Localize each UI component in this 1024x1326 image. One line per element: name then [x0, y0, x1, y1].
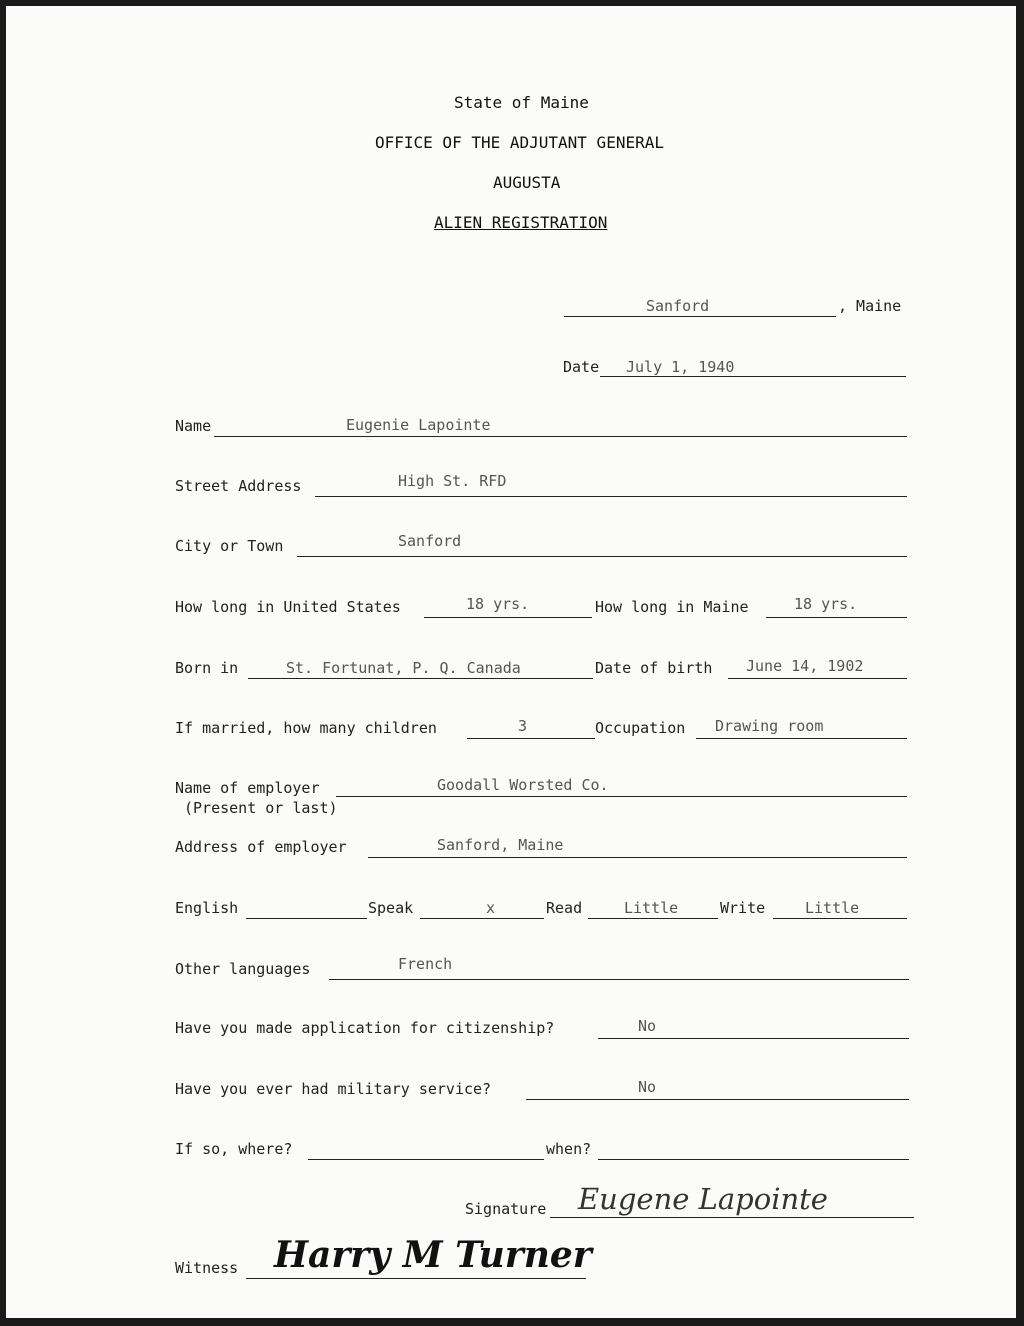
maine-years-label: How long in Maine: [595, 598, 749, 616]
employer-address-line: [368, 857, 907, 858]
employer-line: [336, 796, 907, 797]
location-value: Sanford: [646, 297, 710, 315]
read-label: Read: [546, 899, 583, 917]
registration-form: [6, 6, 1016, 1318]
citizenship-label: Have you made application for citizenship?: [175, 1019, 555, 1037]
date-label: Date: [563, 358, 600, 376]
where-line: [308, 1159, 544, 1160]
location-suffix: , Maine: [838, 297, 902, 315]
witness-line: [246, 1278, 586, 1279]
maine-years-line: [766, 617, 907, 618]
street-value: High St. RFD: [398, 472, 507, 490]
form-title: ALIEN REGISTRATION: [434, 213, 608, 232]
children-label: If married, how many children: [175, 719, 437, 737]
street-line: [315, 496, 907, 497]
other-languages-label: Other languages: [175, 960, 311, 978]
signature-handwriting: Eugene Lapointe: [578, 1182, 828, 1216]
city-value: Sanford: [398, 532, 462, 550]
city-label: City or Town: [175, 537, 284, 555]
military-value: No: [638, 1078, 657, 1096]
maine-years-value: 18 yrs.: [794, 595, 858, 613]
other-languages-value: French: [398, 955, 453, 973]
occupation-label: Occupation: [595, 719, 686, 737]
employer-address-value: Sanford, Maine: [437, 836, 564, 854]
employer-value: Goodall Worsted Co.: [437, 776, 609, 794]
city-line: [297, 556, 907, 557]
us-years-line: [424, 617, 592, 618]
employer-address-label: Address of employer: [175, 838, 347, 856]
name-label: Name: [175, 417, 212, 435]
speak-line: [420, 918, 544, 919]
date-line: [600, 376, 906, 377]
born-line: [248, 678, 593, 679]
occupation-value: Drawing room: [715, 717, 824, 735]
employer-label: Name of employer: [175, 779, 320, 797]
witness-label: Witness: [175, 1259, 239, 1277]
citizenship-line: [598, 1038, 909, 1039]
dob-value: June 14, 1902: [746, 657, 864, 675]
office-heading: OFFICE OF THE ADJUTANT GENERAL: [375, 133, 664, 152]
born-value: St. Fortunat, P. Q. Canada: [286, 659, 521, 677]
read-line: [588, 918, 718, 919]
when-line: [598, 1159, 909, 1160]
city-heading: AUGUSTA: [493, 173, 561, 192]
citizenship-value: No: [638, 1017, 657, 1035]
state-heading: State of Maine: [454, 93, 589, 112]
write-value: Little: [805, 899, 860, 917]
us-years-label: How long in United States: [175, 598, 401, 616]
read-value: Little: [624, 899, 679, 917]
where-label: If so, where?: [175, 1140, 293, 1158]
occupation-line: [696, 738, 907, 739]
other-languages-line: [329, 979, 909, 980]
name-value: Eugenie Lapointe: [346, 416, 491, 434]
us-years-value: 18 yrs.: [466, 595, 530, 613]
children-value: 3: [518, 717, 528, 735]
employer-sublabel: (Present or last): [184, 799, 338, 817]
name-line: [214, 436, 907, 437]
date-value: July 1, 1940: [626, 358, 735, 376]
military-line: [526, 1099, 909, 1100]
born-label: Born in: [175, 659, 239, 677]
speak-value: x: [486, 899, 496, 917]
location-line: [564, 316, 836, 317]
children-line: [467, 738, 595, 739]
english-label: English: [175, 899, 239, 917]
dob-label: Date of birth: [595, 659, 713, 677]
signature-line: [550, 1217, 914, 1218]
write-label: Write: [720, 899, 766, 917]
when-label: when?: [546, 1140, 592, 1158]
signature-label: Signature: [465, 1200, 547, 1218]
witness-handwriting: Harry M Turner: [274, 1234, 592, 1276]
military-label: Have you ever had military service?: [175, 1080, 492, 1098]
street-label: Street Address: [175, 477, 302, 495]
write-line: [773, 918, 907, 919]
speak-label: Speak: [368, 899, 414, 917]
dob-line: [728, 678, 907, 679]
english-line: [246, 918, 367, 919]
